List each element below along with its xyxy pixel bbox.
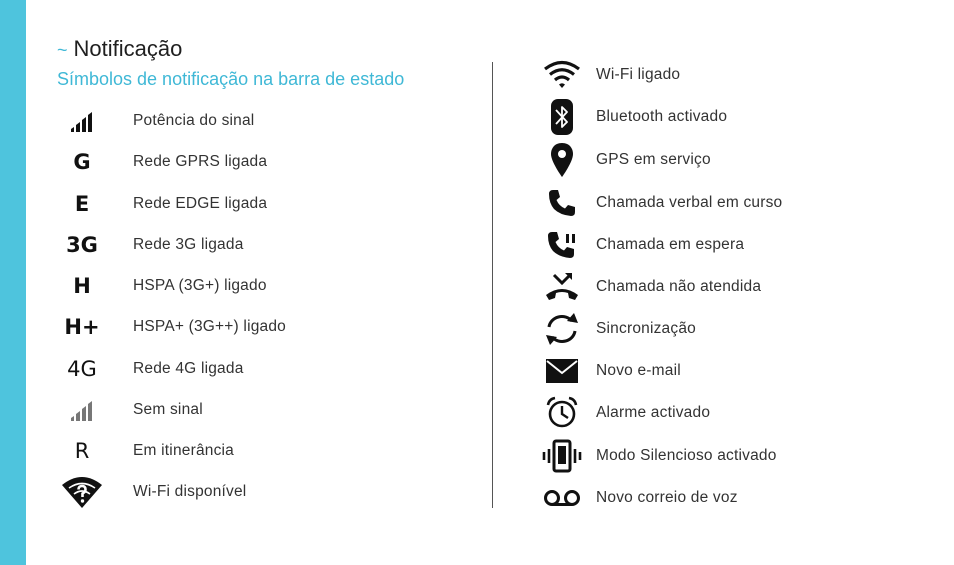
list-item-label: Novo e-mail (596, 362, 681, 379)
missed-call-icon (540, 269, 584, 305)
list-item-label: HSPA (3G+) ligado (133, 277, 267, 294)
roaming-icon: R (74, 438, 90, 463)
alarm-icon (540, 395, 584, 431)
bluetooth-icon (540, 99, 584, 135)
4g-icon: 4G (67, 356, 97, 381)
list-item-label: Bluetooth activado (596, 108, 728, 125)
hspa-plus-icon: H+ (64, 314, 100, 339)
list-item-label: Modo Silencioso activado (596, 447, 777, 464)
wifi-icon (540, 57, 584, 93)
list-item-label: Wi-Fi disponível (133, 483, 247, 500)
gps-pin-icon (540, 142, 584, 178)
list-item-label: Chamada verbal em curso (596, 194, 783, 211)
email-icon (540, 353, 584, 389)
list-item-label: Chamada em espera (596, 236, 745, 253)
wifi-available-icon (60, 474, 104, 510)
list-item-label: Novo correio de voz (596, 489, 738, 506)
list-item-label: Rede 3G ligada (133, 236, 244, 253)
list-item-label: Potência do sinal (133, 112, 255, 129)
no-signal-icon (60, 392, 104, 428)
3g-icon: 3G (66, 232, 98, 257)
hspa-icon: H (73, 273, 91, 298)
list-item-label: Rede GPRS ligada (133, 153, 268, 170)
side-accent-bar (0, 0, 26, 565)
list-item-label: GPS em serviço (596, 151, 711, 168)
page-title (57, 36, 182, 62)
list-item-label: Sincronização (596, 320, 696, 337)
list-item-label: Wi-Fi ligado (596, 66, 681, 83)
list-item-label: HSPA+ (3G++) ligado (133, 318, 286, 335)
list-item-label: Rede 4G ligada (133, 360, 244, 377)
gprs-icon: G (73, 149, 91, 174)
phone-call-icon (540, 185, 584, 221)
vibrate-icon (540, 438, 584, 474)
column-divider (492, 62, 493, 508)
list-item-label: Em itinerância (133, 442, 235, 459)
edge-icon: E (74, 191, 90, 216)
list-item-label: Chamada não atendida (596, 278, 762, 295)
title-text: Notificação (73, 36, 183, 61)
section-subtitle: Símbolos de notificação na barra de estado (57, 69, 405, 89)
sync-icon (540, 311, 584, 347)
voicemail-icon (540, 480, 584, 516)
list-item-label: Alarme activado (596, 404, 711, 421)
list-item-label: Sem sinal (133, 401, 203, 418)
title-prefix: ~ (57, 40, 68, 60)
list-item-label: Rede EDGE ligada (133, 195, 268, 212)
signal-strength-icon (60, 103, 104, 139)
call-hold-icon (540, 227, 584, 263)
